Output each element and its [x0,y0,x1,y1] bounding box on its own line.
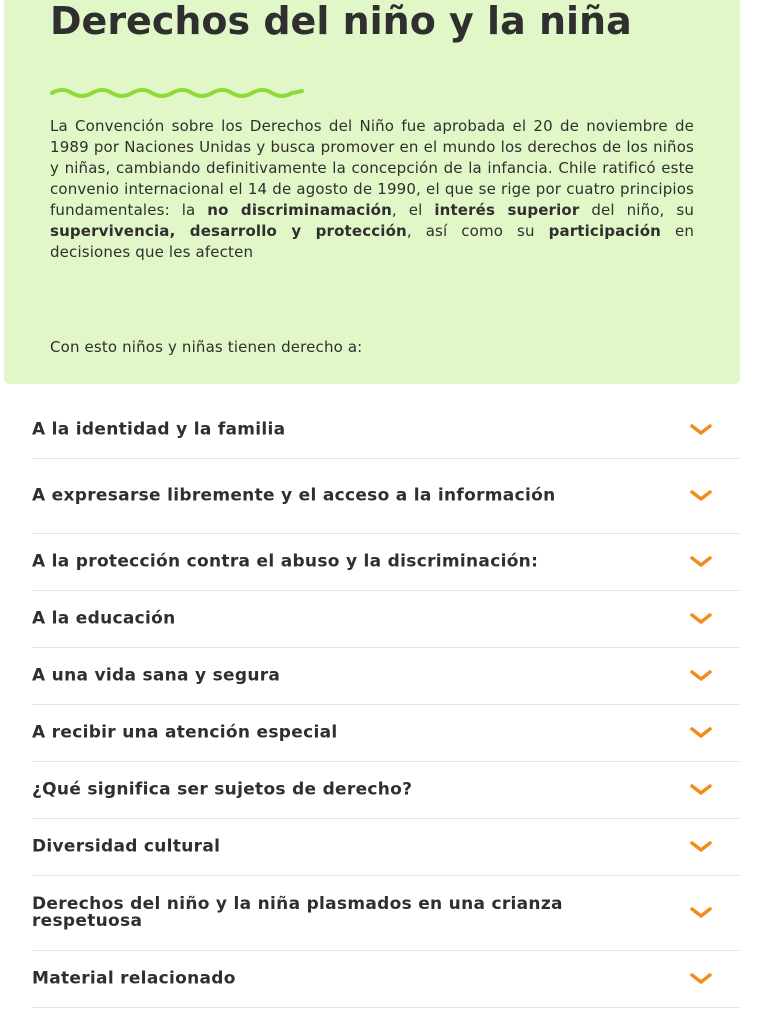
intro-section [4,0,740,384]
chevron-down-icon[interactable] [690,424,712,436]
intro-text: del niño, su [579,201,695,219]
rights-accordion [32,402,740,1008]
chevron-down-icon[interactable] [690,973,712,985]
accordion-item-label: Diversidad cultural [32,836,221,857]
accordion-item-label: A la identidad y la familia [32,419,286,440]
accordion-item-label: Material relacionado [32,968,236,989]
intro-text: , el [391,201,435,219]
accordion-item[interactable] [32,648,740,705]
intro-highlight: interés superior [434,201,580,219]
accordion-item-label: Derechos del niño y la niña plasmados en una crianza respetuosa [32,894,563,931]
chevron-down-icon[interactable] [690,784,712,796]
intro-highlight: participación [548,222,662,240]
accordion-item-label: A una vida sana y segura [32,665,281,686]
chevron-down-icon[interactable] [690,727,712,739]
accordion-item-label: A la educación [32,608,176,629]
chevron-down-icon[interactable] [690,907,712,919]
accordion-item[interactable] [32,705,740,762]
accordion-item-label: A la protección contra el abuso y la discriminación: [32,551,539,572]
wavy-underline-icon [50,86,304,100]
accordion-item-label: ¿Qué significa ser sujetos de derecho? [32,779,413,800]
intro-text: La Convención sobre los Derechos del Niño fue aprobada el 20 de noviembre de 1989 por Naciones Unidas y busca promover en el mundo los derechos de los niños y niñas, cambiando definitivamente la concepción de la infancia. Chile ratificó este convenio internacional el 14 de agosto de 1990, el que se rige por cuatro principios fundamentales: la [50,117,694,219]
accordion-item-label: A expresarse libremente y el acceso a la información [32,485,556,506]
intro-text: , así como su [406,222,549,240]
accordion-item[interactable] [32,762,740,819]
chevron-down-icon[interactable] [690,841,712,853]
accordion-item[interactable] [32,402,740,459]
accordion-item[interactable] [32,951,740,1008]
intro-text: en decisiones que les afecten [50,222,694,261]
intro-paragraph [50,116,694,263]
chevron-down-icon[interactable] [690,556,712,568]
page-title: Derechos del niño y la niña [50,0,632,43]
intro-highlight: supervivencia, desarrollo y protección [50,222,407,240]
accordion-item[interactable] [32,591,740,648]
rights-lead-text: Con esto niños y niñas tienen derecho a: [50,338,363,356]
chevron-down-icon[interactable] [690,490,712,502]
accordion-item-label: A recibir una atención especial [32,722,338,743]
accordion-item[interactable] [32,819,740,876]
accordion-item[interactable] [32,534,740,591]
accordion-item[interactable] [32,876,740,951]
accordion-item[interactable] [32,459,740,534]
intro-highlight: no discriminamación [207,201,392,219]
chevron-down-icon[interactable] [690,613,712,625]
chevron-down-icon[interactable] [690,670,712,682]
